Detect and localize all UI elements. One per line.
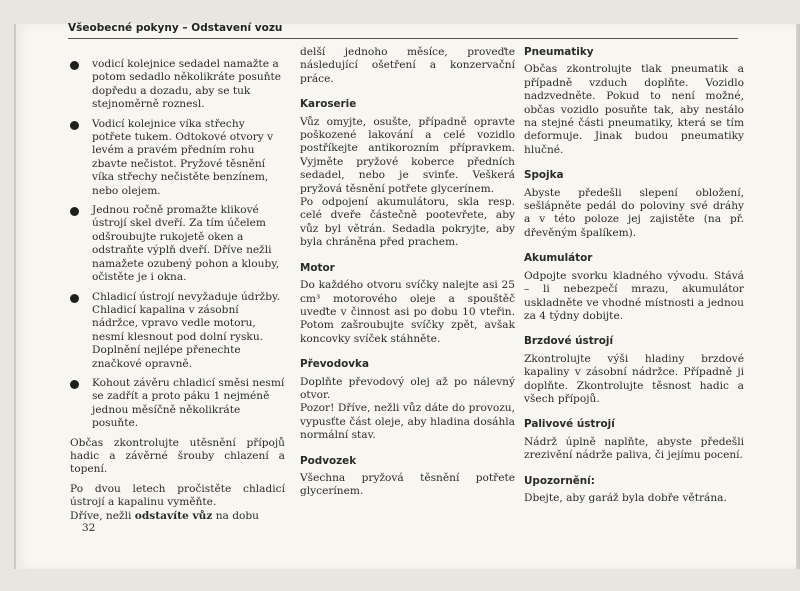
bullet-dot-icon	[70, 61, 79, 70]
paragraph: Občas zkontrolujte tlak pneumatik a případně vzduch doplňte. Vozidlo nadzvedněte. Pokud to není možné, občas vozidlo posuňte tak, aby nestálo na stejné části pneumatiky, která se tím deformuje. Jinak budou pneumatiky hlučné.	[524, 63, 744, 156]
paragraph: Odpojte svorku kladného vývodu. Stává – li nebezpečí mrazu, akumulátor uskladněte ve vhodné místnosti a jednou za 4 týdny dobijte.	[524, 269, 744, 322]
section-heading: Brzdové ústrojí	[524, 335, 614, 348]
bullet-item: Vodicí kolejnice víka střechy potřete tukem. Odtokové otvory v levém a pravém předním rohu zbavte nečistot. Pryžové těsnění víka střechy nečistěte benzínem, nebo olejem.	[70, 118, 285, 198]
section-heading: Spojka	[524, 169, 564, 182]
paragraph: delší jednoho měsíce, proveďte následující ošetření a konzervační práce.	[300, 46, 515, 85]
bullet-dot-icon	[70, 294, 79, 303]
paragraph: Občas zkontrolujte utěsnění přípojů hadic a závěrné šrouby chlazení a topení.	[70, 436, 285, 476]
column-right	[524, 46, 744, 511]
bullet-dot-icon	[70, 121, 79, 130]
section-heading: Převodovka	[300, 358, 369, 371]
paragraph: Zkontrolujte výši hladiny brzdové kapaliny v zásobní nádržce. Případně ji doplňte. Zkontrolujte těsnost hadic a všech přípojů.	[524, 352, 744, 405]
paragraph: Nádrž úplně naplňte, abyste předešli zrezivění nádrže paliva, či jejímu pocení.	[524, 435, 744, 462]
book-spine	[796, 24, 800, 569]
section-heading: Upozornění:	[524, 474, 595, 487]
header-rule	[68, 38, 738, 39]
section-heading: Motor	[300, 261, 335, 274]
paragraph: Dříve, nežli odstavíte vůz na dobu	[70, 509, 259, 522]
paragraph: Do každého otvoru svíčky nalejte asi 25 cm³ motorového oleje a spouštěč uveďte v činnost asi po dobu 10 vteřin. Potom zašroubujte svíčky zpět, avšak koncovky svíček stáhněte.	[300, 279, 515, 345]
bold-phrase: odstavíte vůz	[134, 509, 213, 522]
paragraph: Pozor! Dříve, nežli vůz dáte do provozu, vypusťte část oleje, aby hladina dosáhla normální stav.	[300, 402, 515, 442]
bullet-dot-icon	[70, 380, 79, 389]
bullet-dot-icon	[70, 207, 79, 216]
page-number: 32	[82, 522, 96, 534]
paragraph: Po odpojení akumulátoru, skla resp. celé dveře částečně pootevřete, aby vůz byl větrán. Sedadla pokryjte, aby byla chráněna před prachem.	[300, 196, 515, 249]
paragraph: Všechna pryžová těsnění potřete glycerínem.	[300, 471, 515, 498]
section-heading: Akumulátor	[524, 252, 593, 265]
section-heading: Podvozek	[300, 454, 357, 467]
bullet-item: Jednou ročně promažte klikové ústrojí skel dveří. Za tím účelem odšroubujte rukojetě oken a odstraňte výplň dveří. Dříve nežli namažete ozubený pohon a klouby, očistěte je i okna.	[70, 204, 285, 284]
page-header: Všeobecné pokyny – Odstavení vozu	[68, 22, 283, 34]
column-left	[70, 58, 285, 529]
bullet-item: vodicí kolejnice sedadel namažte a potom sedadlo několikráte posuňte dopředu a dozadu, aby se tuk stejnoměrně roznesl.	[70, 58, 285, 112]
paragraph: Doplňte převodový olej až po nálevný otvor.	[300, 375, 515, 401]
paragraph: Vůz omyjte, osušte, případně opravte poškozené lakování a celé vozidlo postříkejte antikorozním přípravkem. Vyjměte pryžové koberce předních sedadel, nebo je svinťe. Veškerá pryžová těsnění potřete glycerínem.	[300, 115, 515, 195]
section-heading: Pneumatiky	[524, 46, 594, 58]
paragraph: Dbejte, aby garáž byla dobře větrána.	[524, 491, 727, 504]
column-middle	[300, 46, 515, 505]
section-heading: Palivové ústrojí	[524, 418, 615, 431]
paragraph: Abyste předešli slepení obložení, sešlápněte pedál do poloviny své dráhy a v této poloze jej zajistěte (na př. dřevěným špalíkem).	[524, 186, 744, 239]
section-heading: Karoserie	[300, 98, 357, 111]
paragraph: Po dvou letech pročistěte chladicí ústrojí a kapalinu vyměňte.	[70, 482, 285, 509]
bullet-item: Chladicí ústrojí nevyžaduje údržby. Chladicí kapalina v zásobní nádržce, vpravo vedle motoru, nesmí klesnout pod dolní rysku. Doplnění nejlépe přenechte značkové opravně.	[70, 291, 285, 371]
bullet-item: Kohout závěru chladicí směsi nesmí se zadřít a proto páku 1 nejméně jednou měsíčně několikráte posuňte.	[70, 377, 285, 431]
